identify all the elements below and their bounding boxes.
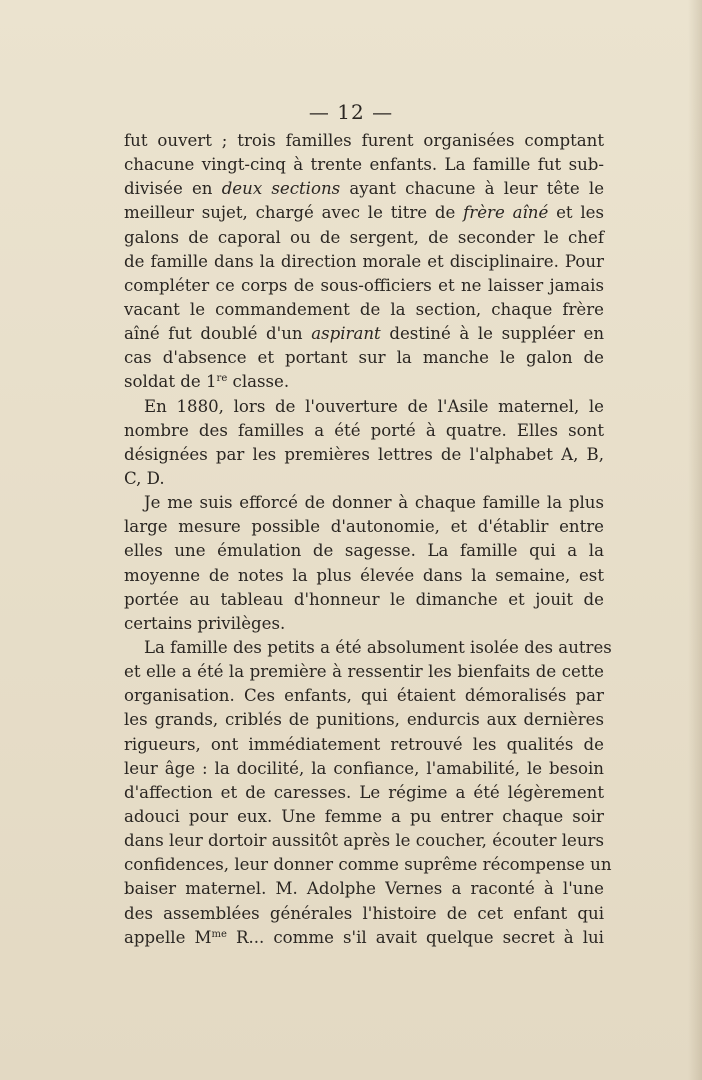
text-line [124,733,604,757]
text-line [124,588,604,612]
text-span: organisation. Ces enfants, qui étaient démoralisés par [124,686,604,706]
text-span: destiné à le suppléer en [380,324,604,344]
text-span: portée au tableau d'honneur le dimanche et jouit de [124,589,604,609]
text-line [124,226,604,250]
superscript-text: re [216,373,228,385]
text-span: baiser maternel. M. Adolphe Vernes a raconté à l'une [124,879,604,899]
text-line [124,660,604,684]
text-span: R... comme s'il avait quelque secret à lui [226,927,604,947]
text-line [124,370,604,394]
text-span: vacant le commandement de la section, chaque frère [124,299,604,319]
text-span: rigueurs, ont immédiatement retrouvé les qualités de [124,734,604,754]
text-span: divisée en [124,179,222,199]
text-line [124,926,604,950]
text-span: En 1880, lors de l'ouverture de l'Asile maternel, le [144,396,604,416]
text-span: les grands, criblés de punitions, endurcis aux dernières [124,710,604,730]
text-span: confidences, leur donner comme suprême récompense un [124,855,612,875]
text-span: large mesure possible d'autonomie, et d'établir entre [124,517,604,537]
text-line [124,250,604,274]
text-line [124,636,612,660]
text-span: adouci pour eux. Une femme a pu entrer chaque soir [124,806,604,826]
text-span: et les [548,203,605,223]
text-line [124,515,604,539]
text-span: de famille dans la direction morale et disciplinaire. Pour [124,251,604,271]
text-span: d'affection et de caresses. Le régime a été légèrement [124,782,604,802]
text-line [124,805,604,829]
text-line [124,467,604,491]
text-line [124,757,604,781]
italic-text: frère aîné [463,203,549,223]
text-span: et elle a été la première à ressentir les bienfaits de cette [124,662,604,682]
text-line [124,564,604,588]
text-span: galons de caporal ou de sergent, de seconder le chef [124,227,604,247]
page-number: — 12 — [308,100,394,124]
text-span: C, D. [124,468,165,488]
text-span: cas d'absence et portant sur la manche le galon de [124,348,604,368]
text-span: dans leur dortoir aussitôt après le coucher, écouter leurs [124,831,604,851]
text-span: aîné fut doublé d'un [124,324,312,344]
text-line [124,781,604,805]
superscript-text: me [211,928,227,940]
text-line [124,419,604,443]
text-span: compléter ce corps de sous-officiers et ne laisser jamais [124,275,604,295]
italic-text: deux sections [221,179,341,199]
text-line [124,684,604,708]
text-line [124,322,604,346]
text-span: elles une émulation de sagesse. La famille qui a la [124,541,604,561]
text-line [124,853,612,877]
text-line [124,395,604,419]
italic-text: aspirant [311,324,381,344]
text-span: fut ouvert ; trois familles furent organisées comptant [124,131,604,150]
text-span: meilleur sujet, chargé avec le titre de [124,203,464,223]
text-line [124,491,604,515]
body-text [124,129,612,950]
text-span: nombre des familles a été porté à quatre. Elles sont [124,420,604,440]
text-span: soldat de 1 [124,372,217,392]
text-line [124,346,604,370]
text-span: désignées par les premières lettres de l'alphabet A, B, [124,444,604,464]
text-line [124,177,604,201]
text-span: ayant chacune à leur tête le [340,179,605,199]
text-line [124,539,604,563]
text-line [124,298,604,322]
text-line [124,443,604,467]
text-line [124,902,604,926]
text-line [124,201,604,225]
text-line [124,829,604,853]
text-line [124,129,604,153]
text-span: moyenne de notes la plus élevée dans la semaine, est [124,565,604,585]
text-line [124,274,604,298]
text-span: appelle M [124,927,212,947]
text-span: La famille des petits a été absolument isolée des autres [144,637,612,657]
text-span: classe. [227,372,290,392]
text-span: certains privilèges. [124,613,286,633]
text-line [124,153,604,177]
text-line [124,612,604,636]
text-span: des assemblées générales l'histoire de cet enfant qui [124,903,604,923]
text-span: chacune vingt-cinq à trente enfants. La famille fut sub- [124,155,604,175]
text-line [124,708,604,732]
text-line [124,877,604,901]
text-span: leur âge : la docilité, la confiance, l'amabilité, le besoin [124,758,604,778]
text-span: Je me suis efforcé de donner à chaque famille la plus [144,493,604,513]
